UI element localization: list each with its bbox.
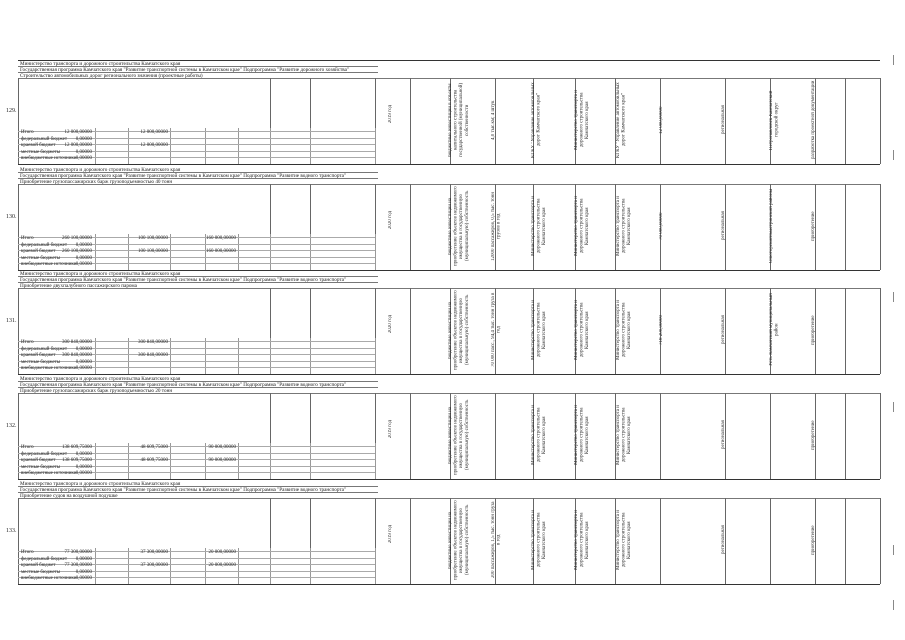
- finance-grid-line: [310, 548, 311, 584]
- column-c1: бюджетные инвестиции в объекты капитального строительства государственной (муниципальной) собственности: [448, 82, 470, 158]
- column-c6: 12 000,00000: [659, 106, 664, 134]
- scan-mark: [893, 545, 896, 555]
- finance-value: 0,00000: [75, 451, 92, 457]
- header-rule: [18, 172, 378, 173]
- finance-label: федеральный бюджет: [21, 556, 68, 562]
- header-rule: [18, 282, 378, 283]
- finance-value: [108, 262, 168, 269]
- grid-column-line: [410, 393, 411, 479]
- finance-label: внебюджетные источники: [21, 366, 77, 372]
- column-c6: 70 000,00000: [659, 212, 664, 240]
- column-c9: разработка проектной документации: [811, 80, 816, 160]
- grid-column-line: [880, 184, 881, 270]
- finance-grid-line: [310, 128, 311, 164]
- finance-values: [32, 340, 92, 373]
- section-object: Приобретение судов на воздушной подушке: [20, 493, 118, 499]
- grid-column-line: [880, 498, 881, 584]
- finance-value: [176, 465, 236, 472]
- finance-value: 160 000,00000: [206, 249, 236, 255]
- column-c3: Министерство транспорта и дорожного строительства Камчатского края: [531, 510, 548, 570]
- finance-values: [32, 550, 92, 583]
- row-number: 132.: [6, 423, 17, 429]
- section-ministry: Министерство транспорта и дорожного строительства Камчатского края: [20, 167, 181, 173]
- column-c2: 70 000 пасс., 94,4 тыс. тонн груза в год: [491, 292, 502, 368]
- finance-grid-line: [310, 234, 311, 270]
- section-program: Государственная программа Камчатского края "Развитие транспортной системы в Камчатском крае" Подпрограмма "Развитие водного транспорта": [20, 487, 347, 493]
- finance-value: 90 000,00000: [208, 445, 236, 450]
- column-c5: Министерство транспорта и дорожного строительства Камчатского края: [616, 196, 633, 256]
- grid-column-line: [845, 498, 846, 584]
- finance-value: 0,00000: [75, 156, 92, 162]
- finance-value: [108, 137, 168, 144]
- section-bottom-rule: [18, 374, 880, 375]
- finance-value: [176, 366, 236, 373]
- finance-values: [176, 445, 236, 478]
- column-c7: региональная: [721, 420, 726, 450]
- finance-value: [108, 360, 168, 367]
- finance-value: 260 100,00000: [62, 249, 92, 255]
- row-number: 131.: [6, 318, 17, 324]
- scan-mark: [893, 402, 896, 412]
- section-ministry: Министерство транспорта и дорожного строительства Камчатского края: [20, 61, 181, 67]
- header-rule: [18, 178, 378, 179]
- finance-value: 12 000,00000: [140, 130, 168, 135]
- finance-grid-line: [270, 443, 271, 479]
- finance-grid-line: [375, 443, 376, 479]
- finance-value: 37 300,00000: [140, 550, 168, 555]
- finance-value: 0,00000: [75, 366, 92, 372]
- column-c7: региональная: [721, 525, 726, 555]
- section-object: Приобретение двухпалубного пассажирского парома: [20, 283, 137, 289]
- grid-column-line: [410, 78, 411, 164]
- deadline-year: 2020 год: [388, 211, 393, 230]
- column-c8: Петропавловск-Камчатский городской округ: [769, 90, 780, 150]
- finance-grid-line: [375, 234, 376, 270]
- section-ministry: Министерство транспорта и дорожного строительства Камчатского края: [20, 376, 181, 382]
- finance-value: 0,00000: [75, 149, 92, 155]
- grid-column-line: [410, 288, 411, 374]
- finance-values: [32, 130, 92, 163]
- finance-label: внебюджетные источники: [21, 576, 77, 582]
- finance-grid-line: [238, 443, 239, 479]
- column-c2: 4,0 тыс.км; 4 штук: [491, 100, 496, 140]
- column-c1: бюджетные инвестиции на приобретение объектов недвижимого имущества в государственную (муниципальную) собственность: [448, 500, 470, 580]
- finance-value: [108, 471, 168, 478]
- scan-mark: [893, 55, 896, 65]
- finance-label: краевой бюджет: [21, 458, 56, 464]
- finance-grid-line: [375, 548, 376, 584]
- finance-label: местные бюджеты: [21, 149, 61, 155]
- finance-value: [176, 557, 236, 564]
- column-c5: Министерство транспорта и дорожного строительства Камчатского края: [616, 405, 633, 465]
- finance-label: Итого: [21, 340, 34, 345]
- column-c6: [659, 500, 687, 580]
- finance-value: [108, 452, 168, 459]
- header-rule: [18, 72, 378, 73]
- finance-label: местные бюджеты: [21, 255, 61, 261]
- finance-value: [108, 570, 168, 577]
- finance-grid-line: [170, 338, 171, 374]
- header-rule: [18, 381, 378, 382]
- header-rule: [18, 492, 378, 493]
- column-c3: Министерство транспорта и дорожного строительства Камчатского края: [531, 405, 548, 465]
- finance-value: [108, 557, 168, 564]
- finance-values: [32, 445, 92, 478]
- column-c8: [769, 500, 797, 580]
- section-program: Государственная программа Камчатского края "Развитие транспортной системы в Камчатском крае" Подпрограмма "Развитие водного транспорта": [20, 382, 347, 388]
- finance-grid-line: [170, 234, 171, 270]
- finance-label: Итого: [21, 130, 34, 135]
- finance-value: 37 300,00000: [140, 563, 168, 569]
- finance-value: [108, 156, 168, 163]
- finance-value: [176, 256, 236, 263]
- finance-value: 20 000,00000: [208, 563, 236, 569]
- header-rule: [18, 276, 378, 277]
- finance-label: местные бюджеты: [21, 359, 61, 365]
- finance-value: 100 100,00000: [138, 236, 168, 241]
- column-c9: приобретение: [811, 420, 816, 450]
- row-number: 130.: [6, 214, 17, 220]
- finance-value: [176, 347, 236, 354]
- finance-value: 0,00000: [75, 255, 92, 261]
- finance-grid-line: [270, 338, 271, 374]
- column-c4: Министерство транспорта и дорожного строительства Камчатского края: [574, 405, 591, 465]
- deadline-year: 2019 год: [388, 420, 393, 439]
- column-c8: Олюторский/Быстринский районы: [769, 189, 774, 264]
- finance-value: [176, 243, 236, 250]
- finance-label: внебюджетные источники: [21, 156, 77, 162]
- finance-value: [176, 340, 236, 347]
- finance-grid-line: [375, 338, 376, 374]
- column-c2: 200 пассажиров, 1,5 тыс. тонн груза в год: [491, 501, 502, 579]
- finance-grid-line: [270, 234, 271, 270]
- finance-value: 0,00000: [75, 471, 92, 477]
- grid-column-line: [880, 78, 881, 164]
- finance-grid-line: [238, 548, 239, 584]
- finance-values: [32, 236, 92, 269]
- finance-label: Итого: [21, 445, 34, 450]
- column-c7: региональная: [721, 105, 726, 135]
- column-c4: Министерство транспорта и дорожного строительства Камчатского края: [574, 300, 591, 360]
- grid-column-line: [845, 78, 846, 164]
- finance-grid-line: [170, 548, 171, 584]
- finance-label: местные бюджеты: [21, 464, 61, 470]
- column-c1: бюджетные инвестиции на приобретение объектов недвижимого имущества в государственную (муниципальную) собственность: [448, 290, 470, 370]
- section-bottom-rule: [18, 479, 880, 480]
- finance-value: 12 000,00000: [64, 143, 92, 149]
- finance-value: [108, 366, 168, 373]
- finance-values: [108, 340, 168, 373]
- column-c4: Министерство транспорта и дорожного строительства Камчатского края: [574, 90, 591, 150]
- finance-value: 0,00000: [75, 136, 92, 142]
- column-c3: Министерство транспорта и дорожного строительства Камчатского края: [531, 300, 548, 360]
- finance-value: [176, 576, 236, 583]
- column-c6: 718 200,00000: [659, 315, 664, 345]
- column-c4: Министерство транспорта и дорожного строительства Камчатского края: [574, 196, 591, 256]
- finance-value: 0,00000: [75, 576, 92, 582]
- column-c9: приобретение: [811, 211, 816, 241]
- finance-value: 138 609,75000: [62, 458, 92, 464]
- section-object: Приобретение грузопассажирских барж грузоподъемностью 40 тонн: [20, 179, 173, 185]
- section-program: Государственная программа Камчатского края "Развитие транспортной системы в Камчатском крае" Подпрограмма "Развитие водного транспорта": [20, 277, 347, 283]
- finance-label: Итого: [21, 236, 34, 241]
- finance-value: 300 840,00000: [138, 340, 168, 345]
- finance-grid-line: [170, 443, 171, 479]
- finance-value: [176, 262, 236, 269]
- grid-column-line: [845, 184, 846, 270]
- finance-values: [108, 236, 168, 269]
- finance-value: 0,00000: [75, 569, 92, 575]
- section-bottom-rule: [18, 584, 880, 585]
- section-object: Строительство автомобильных дорог регионального значения (проектные работы): [20, 73, 203, 79]
- deadline-year: 2019 год: [388, 525, 393, 544]
- finance-value: 300 840,00000: [138, 353, 168, 359]
- finance-label: краевой бюджет: [21, 353, 56, 359]
- column-c3: КГКУ "Управление автомобильных дорог Камчатского края": [531, 82, 542, 158]
- finance-value: 300 840,00000: [62, 353, 92, 359]
- column-c9: приобретение: [811, 315, 816, 345]
- finance-values: [176, 340, 236, 373]
- finance-values: [176, 550, 236, 583]
- column-c2: [491, 395, 519, 475]
- finance-value: [108, 465, 168, 472]
- scan-mark: [893, 292, 896, 302]
- header-rule: [18, 387, 378, 388]
- header-rule: [18, 393, 880, 394]
- finance-value: [176, 452, 236, 459]
- finance-value: 0,00000: [75, 346, 92, 352]
- finance-grid-line: [95, 338, 96, 374]
- finance-value: 160 000,00000: [206, 236, 236, 241]
- finance-label: краевой бюджет: [21, 143, 56, 149]
- finance-value: [108, 347, 168, 354]
- column-c5: Министерство транспорта и дорожного строительства Камчатского края: [616, 300, 633, 360]
- section-object: Приобретение грузопассажирских барж грузоподъемностью 20 тонн: [20, 388, 173, 394]
- section-bottom-rule: [18, 164, 880, 165]
- finance-label: федеральный бюджет: [21, 346, 68, 352]
- finance-values: [108, 550, 168, 583]
- column-c1: бюджетные инвестиции на приобретение объектов недвижимого имущества в государственную (муниципальную) собственность: [448, 395, 470, 475]
- finance-grid-line: [95, 443, 96, 479]
- finance-value: 0,00000: [75, 556, 92, 562]
- section-ministry: Министерство транспорта и дорожного строительства Камчатского края: [20, 271, 181, 277]
- grid-column-line: [880, 288, 881, 374]
- scan-mark: [893, 600, 896, 610]
- column-c7: региональная: [721, 211, 726, 241]
- finance-values: [176, 236, 236, 269]
- finance-value: 100 100,00000: [138, 249, 168, 255]
- finance-value: [176, 130, 236, 137]
- column-c2: 12000 пассажиров, 0,5 тыс. тонн грузов в год: [491, 191, 502, 261]
- finance-grid-line: [238, 338, 239, 374]
- finance-value: [108, 256, 168, 263]
- finance-value: 300 840,00000: [62, 340, 92, 345]
- finance-value: [176, 150, 236, 157]
- header-rule: [18, 78, 880, 79]
- deadline-year: 2020 год: [388, 315, 393, 334]
- finance-grid-line: [375, 128, 376, 164]
- finance-values: [108, 130, 168, 163]
- finance-value: [176, 156, 236, 163]
- finance-label: краевой бюджет: [21, 249, 56, 255]
- finance-grid-line: [310, 338, 311, 374]
- column-c5: Министерство транспорта и дорожного строительства Камчатского края: [616, 510, 633, 570]
- finance-label: внебюджетные источники: [21, 262, 77, 268]
- finance-value: [176, 360, 236, 367]
- finance-grid-line: [95, 234, 96, 270]
- deadline-year: 2019 год: [388, 105, 393, 124]
- grid-column-line: [880, 393, 881, 479]
- finance-grid-line: [238, 128, 239, 164]
- column-c3: Министерство транспорта и дорожного строительства Камчатского края: [531, 196, 548, 256]
- finance-grid-line: [238, 234, 239, 270]
- finance-label: Итого: [21, 550, 34, 555]
- finance-grid-line: [270, 128, 271, 164]
- finance-values: [176, 130, 236, 163]
- finance-value: 77 300,00000: [64, 550, 92, 555]
- finance-value: 77 300,00000: [64, 563, 92, 569]
- finance-grid-line: [95, 128, 96, 164]
- header-rule: [18, 184, 880, 185]
- column-c5: КГКУ "Управление автомобильных дорог Камчатского края": [616, 82, 627, 158]
- finance-value: 260 100,00000: [62, 236, 92, 241]
- finance-value: [176, 137, 236, 144]
- finance-value: 12 000,00000: [140, 143, 168, 149]
- finance-value: [176, 471, 236, 478]
- finance-value: [176, 143, 236, 150]
- finance-grid-line: [95, 548, 96, 584]
- finance-value: [176, 570, 236, 577]
- finance-value: 0,00000: [75, 262, 92, 268]
- finance-value: 0,00000: [75, 242, 92, 248]
- finance-grid-line: [310, 443, 311, 479]
- finance-value: 0,00000: [75, 464, 92, 470]
- header-rule: [18, 66, 378, 67]
- header-rule: [18, 486, 378, 487]
- column-c9: приобретение: [811, 525, 816, 555]
- finance-value: [108, 150, 168, 157]
- header-rule: [18, 288, 880, 289]
- finance-value: 90 000,00000: [208, 458, 236, 464]
- grid-column-line: [410, 498, 411, 584]
- finance-grid-line: [270, 548, 271, 584]
- finance-value: [108, 243, 168, 250]
- finance-label: федеральный бюджет: [21, 136, 68, 142]
- finance-value: 20 000,00000: [208, 550, 236, 555]
- column-c1: бюджетные инвестиции на приобретение объектов недвижимого имущества в государственную (муниципальную) собственность: [448, 186, 470, 266]
- column-c8: [769, 395, 797, 475]
- column-c4: Министерство транспорта и дорожного строительства Камчатского края: [574, 510, 591, 570]
- row-number: 133.: [6, 528, 17, 534]
- section-ministry: Министерство транспорта и дорожного строительства Камчатского края: [20, 481, 181, 487]
- finance-value: [108, 576, 168, 583]
- finance-label: внебюджетные источники: [21, 471, 77, 477]
- column-c8: Усть-Камчатский муниципальный район: [769, 293, 780, 367]
- finance-label: местные бюджеты: [21, 569, 61, 575]
- grid-column-line: [845, 288, 846, 374]
- finance-label: федеральный бюджет: [21, 451, 68, 457]
- finance-value: 12 000,00000: [64, 130, 92, 135]
- scan-mark: [893, 150, 896, 160]
- finance-value: 138 609,75000: [62, 445, 92, 450]
- finance-value: [176, 353, 236, 360]
- finance-value: 0,00000: [75, 359, 92, 365]
- finance-label: краевой бюджет: [21, 563, 56, 569]
- finance-value: 48 609,75000: [140, 458, 168, 464]
- row-number: 129.: [6, 108, 17, 114]
- header-rule: [18, 498, 880, 499]
- finance-grid-line: [170, 128, 171, 164]
- grid-column-line: [845, 393, 846, 479]
- finance-label: федеральный бюджет: [21, 242, 68, 248]
- section-program: Государственная программа Камчатского края "Развитие транспортной системы в Камчатском крае" Подпрограмма "Развитие дорожного хозяйства": [20, 67, 350, 73]
- section-program: Государственная программа Камчатского края "Развитие транспортной системы в Камчатском крае" Подпрограмма "Развитие водного транспорта": [20, 173, 347, 179]
- finance-values: [108, 445, 168, 478]
- finance-value: 48 609,75000: [140, 445, 168, 450]
- grid-column-line: [410, 184, 411, 270]
- column-c7: региональная: [721, 315, 726, 345]
- column-c6: [659, 395, 687, 475]
